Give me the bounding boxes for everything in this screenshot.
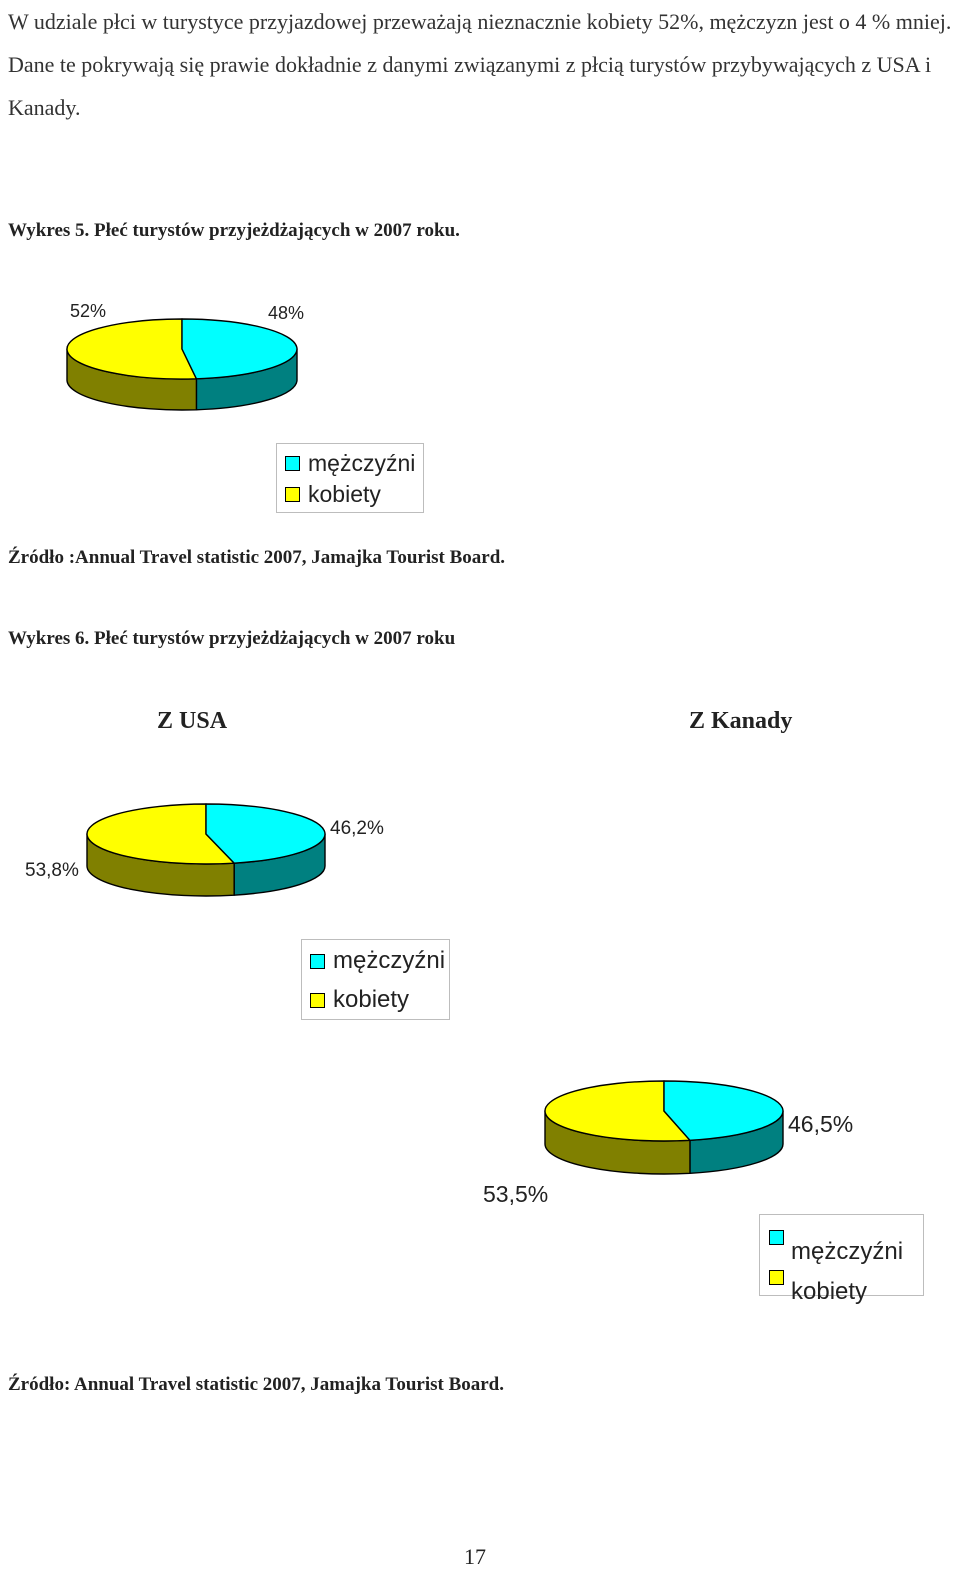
legend-label-women: kobiety <box>791 1278 868 1305</box>
page-number: 17 <box>464 1544 486 1569</box>
canada-title: Z Kanady <box>689 708 793 734</box>
legend-label-women: kobiety <box>308 481 381 507</box>
legend-swatch-women <box>769 1270 784 1285</box>
legend-swatch-men <box>769 1230 784 1245</box>
chart2-source: Źródło: Annual Travel statistic 2007, Jamajka Tourist Board. <box>8 1374 504 1395</box>
chart1-source: Źródło :Annual Travel statistic 2007, Jamajka Tourist Board. <box>8 547 506 568</box>
chart1-caption: Wykres 5. Płeć turystów przyjeżdżających w 2007 roku. <box>8 220 460 241</box>
usa-men-label: 46,2% <box>330 818 384 839</box>
canada-men-label: 46,5% <box>788 1111 854 1137</box>
usa-title: Z USA <box>157 708 228 734</box>
canada-women-label: 53,5% <box>483 1181 549 1207</box>
chart1-men-label: 48% <box>268 303 305 323</box>
canada-legend <box>759 1214 924 1305</box>
legend-label-men: mężczyźni <box>333 947 446 974</box>
legend-label-women: kobiety <box>333 986 410 1013</box>
intro-paragraph: W udziale płci w turystyce przyjazdowej przeważają nieznacznie kobiety 52%, mężczyzn jest o 4 % mniej. Dane te pokrywają się prawie dokładnie z danymi związanymi z płcią turystów przybywających z USA i Kanady. <box>8 9 952 120</box>
legend-label-men: mężczyźni <box>308 450 416 476</box>
usa-women-label: 53,8% <box>25 860 79 881</box>
legend-label-men: mężczyźni <box>791 1238 904 1265</box>
chart2-caption: Wykres 6. Płeć turystów przyjeżdżających w 2007 roku <box>8 628 456 649</box>
chart1-women-label: 52% <box>70 301 107 321</box>
